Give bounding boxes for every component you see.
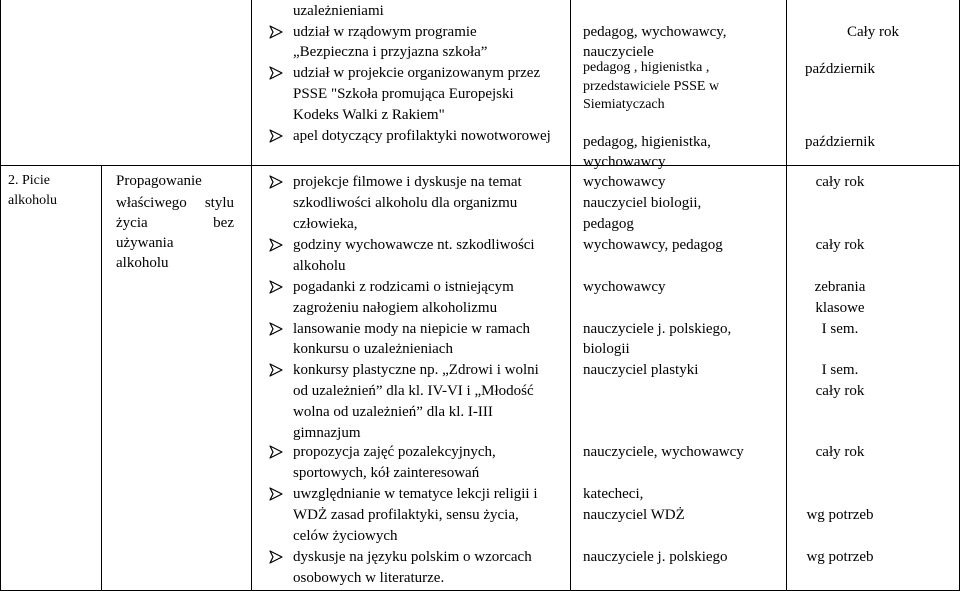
table-border-col1 bbox=[101, 165, 102, 591]
table-border-col2 bbox=[251, 0, 252, 591]
responsible-line: pedagog, wychowawcy, bbox=[583, 24, 727, 40]
activity-line: gimnazjum bbox=[293, 425, 361, 441]
responsible-line: nauczyciel plastyki bbox=[583, 362, 699, 378]
date-line: cały rok bbox=[815, 444, 865, 460]
activity-line: od uzależnień” dla kl. IV-VI i „Młodość bbox=[293, 383, 534, 399]
activity-line: Kodeks Walki z Rakiem" bbox=[293, 107, 445, 123]
activity-line: lansowanie mody na niepicie w ramach bbox=[293, 321, 530, 337]
date-line: wg potrzeb bbox=[806, 507, 874, 523]
date-line: klasowe bbox=[815, 300, 865, 316]
responsible-line: katecheci, bbox=[583, 486, 644, 502]
date-line: I sem. bbox=[821, 321, 859, 337]
topic-text: życia bez bbox=[116, 215, 234, 231]
responsible-line: przedstawiciele PSSE w bbox=[583, 79, 720, 94]
date-line: zebrania bbox=[814, 279, 866, 295]
activity-line: zagrożeniu nałogiem alkoholizmu bbox=[293, 300, 498, 316]
arrow-bullet-icon bbox=[268, 319, 284, 339]
responsible-line: nauczyciele bbox=[583, 44, 654, 60]
topic-text: Propagowanie bbox=[116, 173, 202, 189]
table-row-separator bbox=[0, 165, 960, 166]
arrow-bullet-icon bbox=[268, 235, 284, 255]
date-line: Cały rok bbox=[846, 24, 900, 40]
table-border-left bbox=[0, 0, 1, 591]
activity-line: człowieka, bbox=[293, 216, 358, 232]
table-border-col3 bbox=[570, 0, 571, 591]
arrow-bullet-icon bbox=[268, 63, 284, 83]
topic-text: używania bbox=[116, 235, 174, 251]
responsible-line: pedagog, higienistka, bbox=[583, 134, 711, 150]
responsible-line: nauczyciele, wychowawcy bbox=[583, 444, 744, 460]
activity-line: propozycja zajęć pozalekcyjnych, bbox=[293, 444, 496, 460]
activity-line: celów życiowych bbox=[293, 528, 398, 544]
date-line: październik bbox=[805, 134, 875, 150]
activity-line: apel dotyczący profilaktyki nowotworowej bbox=[293, 128, 551, 144]
arrow-bullet-icon bbox=[268, 547, 284, 567]
topic-text: właściwego stylu bbox=[116, 195, 234, 211]
activity-line: uwzględnianie w tematyce lekcji religii i bbox=[293, 486, 538, 502]
activity-line: dyskusje na języku polskim o wzorcach bbox=[293, 549, 532, 565]
responsible-line: pedagog bbox=[583, 216, 634, 232]
arrow-bullet-icon bbox=[268, 126, 284, 146]
activity-line: udział w projekcie organizowanym przez bbox=[293, 65, 541, 81]
activity-line: pogadanki z rodzicami o istniejącym bbox=[293, 279, 514, 295]
responsible-line: nauczyciel biologii, bbox=[583, 195, 702, 211]
topic-text: alkoholu bbox=[116, 255, 169, 271]
date-line: cały rok bbox=[815, 174, 865, 190]
activity-line: sportowych, kół zainteresowań bbox=[293, 465, 480, 481]
activity-line: szkodliwości alkoholu dla organizmu bbox=[293, 195, 518, 211]
date-line: I sem. bbox=[821, 362, 859, 378]
arrow-bullet-icon bbox=[268, 484, 284, 504]
responsible-line: nauczyciele j. polskiego, bbox=[583, 321, 732, 337]
responsible-line: wychowawcy bbox=[583, 154, 666, 170]
activity-line: udział w rządowym programie bbox=[293, 24, 477, 40]
activity-line: PSSE "Szkoła promująca Europejski bbox=[293, 86, 514, 102]
activity-line: wolna od uzależnień” dla kl. I-III bbox=[293, 404, 493, 420]
responsible-line: wychowawcy, pedagog bbox=[583, 237, 723, 253]
activity-line: konkursu o uzależnieniach bbox=[293, 341, 453, 357]
arrow-bullet-icon bbox=[268, 22, 284, 42]
activity-line: projekcje filmowe i dyskusje na temat bbox=[293, 174, 522, 190]
arrow-bullet-icon bbox=[268, 442, 284, 462]
date-line: cały rok bbox=[815, 237, 865, 253]
arrow-bullet-icon bbox=[268, 360, 284, 380]
responsible-line: pedagog , higienistka , bbox=[583, 60, 710, 75]
date-line: październik bbox=[805, 61, 875, 77]
activity-line: alkoholu bbox=[293, 258, 346, 274]
activity-line: konkursy plastyczne np. „Zdrowi i wolni bbox=[293, 362, 539, 378]
responsible-line: Siemiatyczach bbox=[583, 97, 665, 112]
date-line: wg potrzeb bbox=[806, 549, 874, 565]
responsible-line: wychowawcy bbox=[583, 174, 666, 190]
arrow-bullet-icon bbox=[268, 277, 284, 297]
responsible-line: nauczyciele j. polskiego bbox=[583, 549, 728, 565]
activity-line: „Bezpieczna i przyjazna szkoła” bbox=[293, 44, 488, 60]
responsible-line: wychowawcy bbox=[583, 279, 666, 295]
activity-line: WDŻ zasad profilaktyki, sensu życia, bbox=[293, 507, 519, 523]
activity-line: uzależnieniami bbox=[293, 3, 384, 19]
responsible-line: nauczyciel WDŻ bbox=[583, 507, 685, 523]
activity-line: godziny wychowawcze nt. szkodliwości bbox=[293, 237, 535, 253]
date-line: cały rok bbox=[815, 383, 865, 399]
activity-line: osobowych w literaturze. bbox=[293, 570, 445, 586]
responsible-line: biologii bbox=[583, 341, 630, 357]
arrow-bullet-icon bbox=[268, 172, 284, 192]
section-label: 2. Picie alkoholu bbox=[8, 173, 57, 208]
